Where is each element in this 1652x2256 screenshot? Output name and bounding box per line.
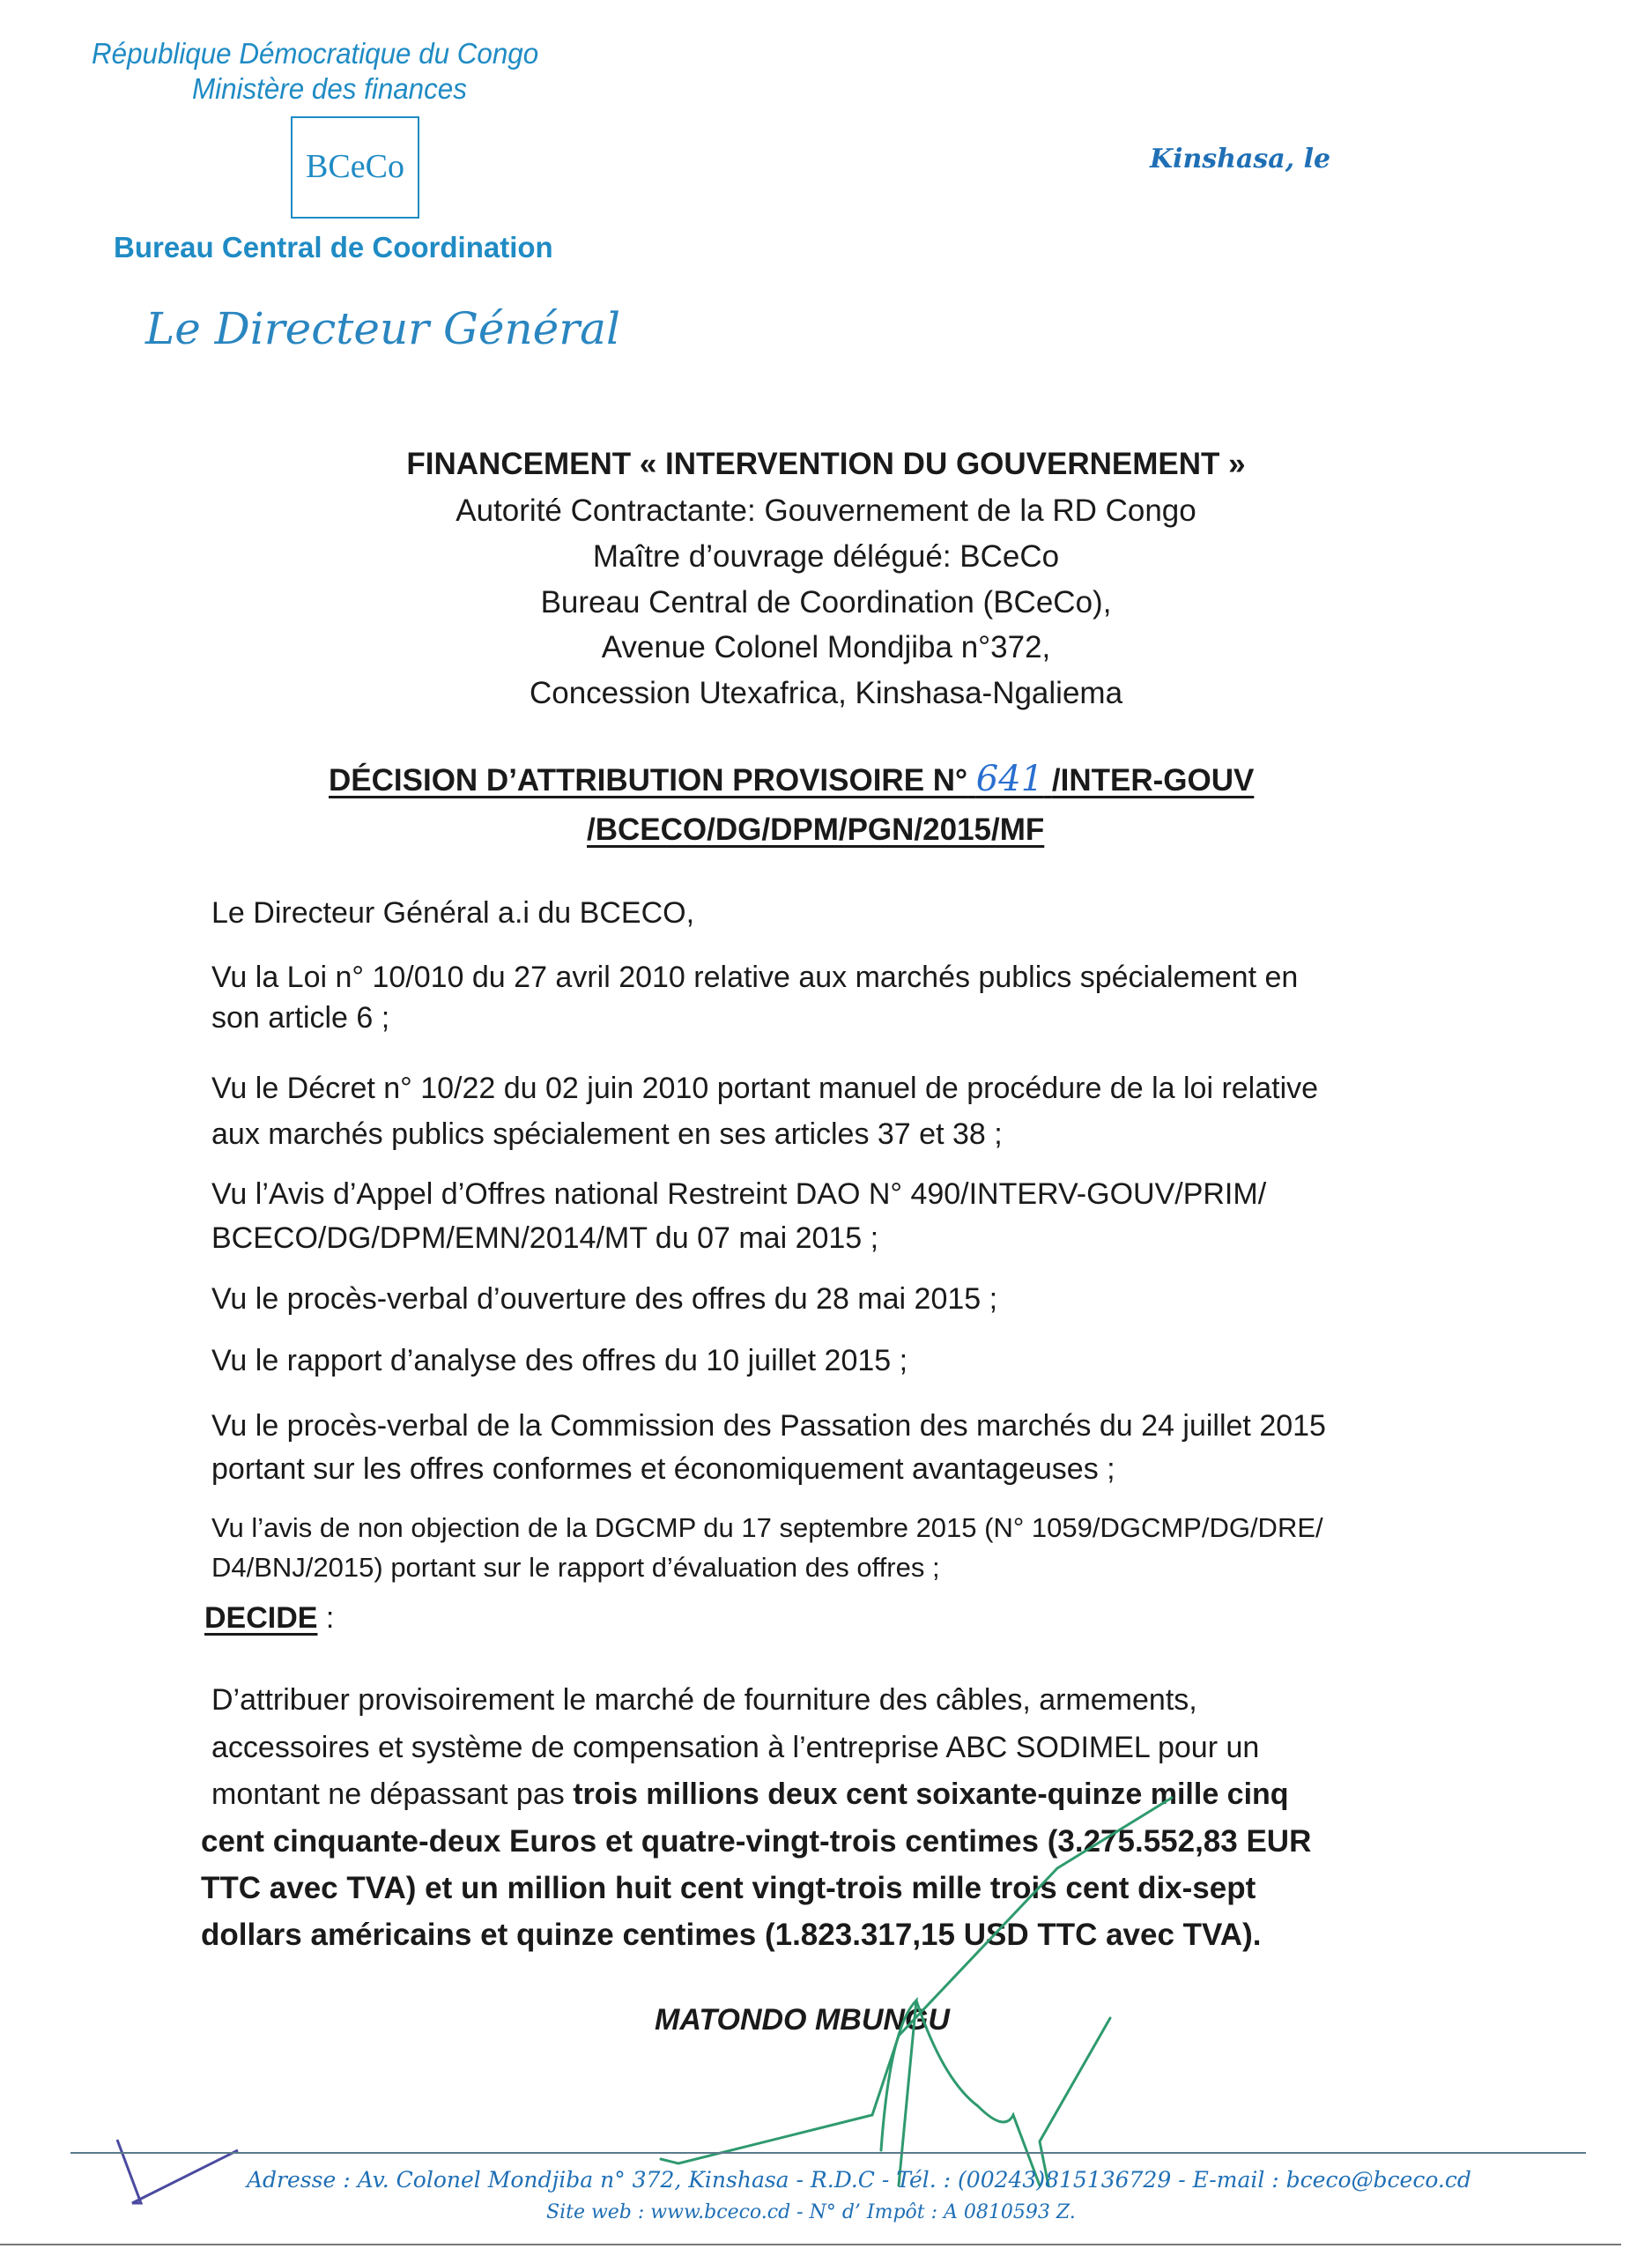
- organization-name: Bureau Central de Coordination: [114, 231, 553, 263]
- decision-title-line2: /BCECO/DG/DPM/PGN/2015/MF: [587, 813, 1045, 847]
- header-line: Concession Utexafrica, Kinshasa-Ngaliema: [529, 676, 1123, 710]
- intro: Le Directeur Général a.i du BCECO,: [211, 896, 695, 930]
- decision-suffix: /INTER-GOUV: [1051, 763, 1255, 798]
- signature-stroke: [661, 1798, 1172, 2163]
- consideration-line: Vu le procès-verbal de la Commission des Passation des marchés du 24 juillet 2015: [211, 1409, 1326, 1443]
- signature-stroke: [1040, 2018, 1110, 2186]
- consideration-line: aux marchés publics spécialement en ses articles 37 et 38 ;: [211, 1117, 1003, 1151]
- decision-text: D’attribuer provisoirement le marché de fourniture des câbles, armements,: [211, 1683, 1197, 1717]
- consideration-line: BCECO/DG/DPM/EMN/2014/MT du 07 mai 2015 ;: [211, 1221, 879, 1255]
- signature-stroke: [916, 2000, 1040, 2186]
- header-line: Bureau Central de Coordination (BCeCo),: [540, 585, 1112, 620]
- header-line: Maître d’ouvrage délégué: BCeCo: [592, 539, 1060, 574]
- consideration-line: Vu l’avis de non objection de la DGCMP du 17 septembre 2015 (N° 1059/DGCMP/DG/DRE/: [211, 1512, 1323, 1543]
- logo-text: BCeCo: [306, 148, 404, 186]
- country-name: République Démocratique du Congo: [92, 37, 539, 70]
- handwritten-number: 641: [975, 759, 1044, 799]
- signature-stroke: [881, 2000, 916, 2186]
- header-line: Autorité Contractante: Gouvernement de la RD Congo: [456, 494, 1196, 528]
- consideration-line: Vu le Décret n° 10/22 du 02 juin 2010 portant manuel de procédure de la loi relative: [211, 1072, 1319, 1105]
- initial-mark: [117, 2140, 238, 2203]
- decision-line: TTC avec TVA) et un million huit cent vingt-trois mille trois cent dix-sept: [201, 1871, 1256, 1905]
- decide-label: DECIDE: [204, 1601, 318, 1635]
- decision-line: dollars américains et quinze centimes (1.823.317,15 USD TTC avec TVA).: [201, 1918, 1262, 1952]
- director-general-title: Le Directeur Général: [145, 303, 620, 354]
- consideration-line: Vu le rapport d’analyse des offres du 10 juillet 2015 ;: [211, 1344, 908, 1377]
- consideration-line: son article 6 ;: [211, 1001, 390, 1035]
- decision-text: accessoires et système de compensation à l’entreprise ABC SODIMEL pour un: [211, 1731, 1260, 1764]
- decision-text: montant ne dépassant pas: [211, 1777, 574, 1811]
- decision-prefix: DÉCISION D’ATTRIBUTION PROVISOIRE N°: [329, 763, 968, 798]
- footer-website: Site web : www.bceco.cd - N° d’ Impôt : A 0810593 Z.: [546, 2201, 1076, 2223]
- consideration-line: Vu la Loi n° 10/010 du 27 avril 2010 relative aux marchés publics spécialement en: [211, 961, 1299, 994]
- decision-amount: trois millions deux cent soixante-quinze mille cinq: [573, 1777, 1289, 1811]
- header-line: Avenue Colonel Mondjiba n°372,: [601, 630, 1051, 664]
- decision-line: cent cinquante-deux Euros et quatre-vingt-trois centimes (3.275.552,83 EUR: [201, 1824, 1312, 1859]
- consideration-line: Vu l’Avis d’Appel d’Offres national Restreint DAO N° 490/INTERV-GOUV/PRIM/: [211, 1177, 1267, 1211]
- place-date: Kinshasa, le: [1150, 144, 1331, 174]
- decide-colon: :: [317, 1601, 335, 1635]
- consideration-line: Vu le procès-verbal d’ouverture des offres du 28 mai 2015 ;: [211, 1282, 998, 1316]
- consideration-line: portant sur les offres conformes et économiquement avantageuses ;: [211, 1452, 1115, 1486]
- signatory-name: MATONDO MBUNGU: [655, 2003, 950, 2037]
- consideration-line: D4/BNJ/2015) portant sur le rapport d’évaluation des offres ;: [211, 1552, 940, 1583]
- footer-address: Adresse : Av. Colonel Mondjiba n° 372, Kinshasa - R.D.C - Tél. : (00243)815136729 - E-mail : bceco@bceco.cd: [247, 2167, 1471, 2193]
- financing-title: FINANCEMENT « INTERVENTION DU GOUVERNEMENT »: [406, 447, 1246, 481]
- ministry-name: Ministère des finances: [192, 72, 467, 105]
